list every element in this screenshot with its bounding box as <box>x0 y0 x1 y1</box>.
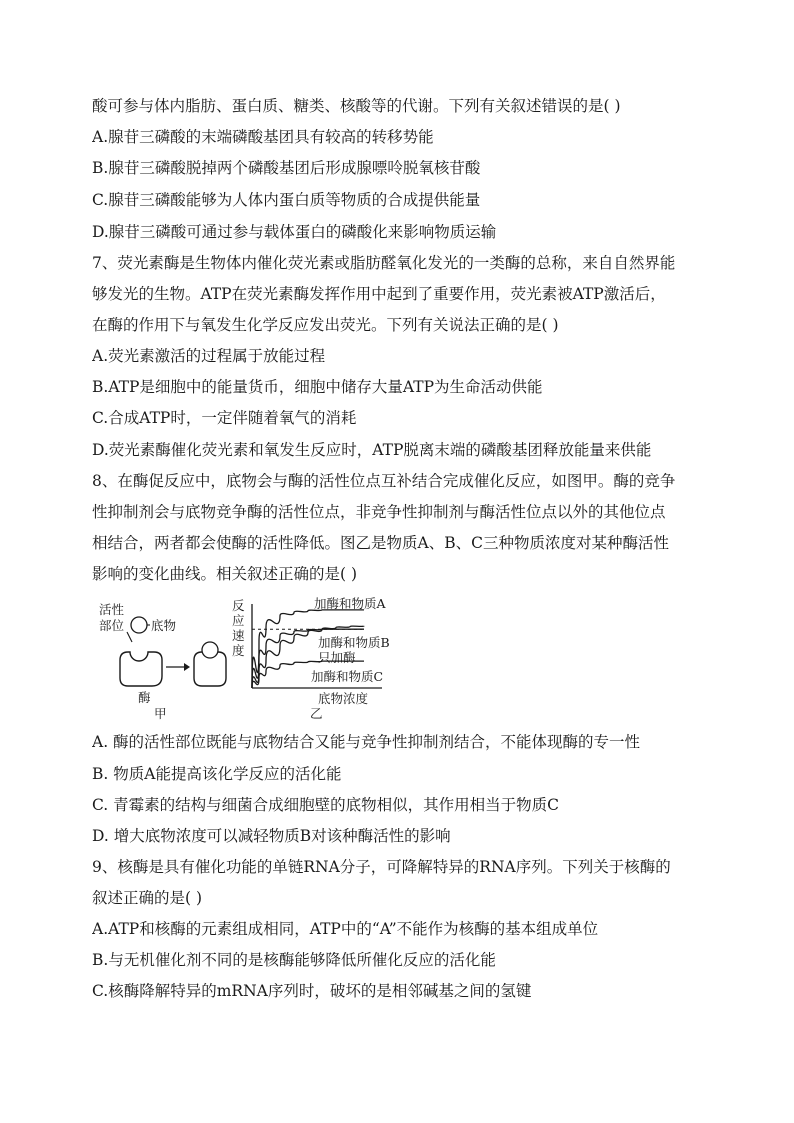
q8-option-c: C. 青霉素的结构与细菌合成细胞壁的底物相似，其作用相当于物质C <box>92 796 560 814</box>
q8-option-b: B. 物质A能提高该化学反应的活化能 <box>92 765 342 783</box>
enzyme-label: 酶 <box>138 690 151 705</box>
ylabel-char-4: 度 <box>232 643 245 658</box>
q9-option-b: B.与无机催化剂不同的是核酶能够降低所催化反应的活化能 <box>92 951 496 969</box>
ylabel-char-3: 速 <box>232 628 245 643</box>
q6-stem: 酸可参与体内脂肪、蛋白质、糖类、核酸等的代谢。下列有关叙述错误的是( ) <box>92 97 621 115</box>
ylabel-char-2: 应 <box>232 613 245 628</box>
active-site-label-2: 部位 <box>99 618 125 633</box>
figure-jia <box>99 602 226 721</box>
q9-stem-line-2: 叙述正确的是( ) <box>92 889 203 907</box>
q7-stem-line-2: 够发光的生物。ATP在荧光素酶发挥作用中起到了重要作用，荧光素被ATP激活后， <box>92 285 666 303</box>
substrate-shape <box>131 617 147 633</box>
x-axis-label: 底物浓度 <box>318 691 369 706</box>
figure-jia-caption: 甲 <box>154 706 167 721</box>
series-label-a: 加酶和物质A <box>314 596 386 611</box>
reaction-arrowhead <box>184 663 190 671</box>
q6-option-a: A.腺苷三磷酸的末端磷酸基团具有较高的转移势能 <box>92 128 434 146</box>
series-label-only-enzyme: 只加酶 <box>318 650 356 665</box>
q7-stem-line-3: 在酶的作用下与氧发生化学反应发出荧光。下列有关说法正确的是( ) <box>92 316 559 334</box>
figure-yi-caption: 乙 <box>310 706 323 721</box>
q7-stem-line-1: 7、荧光素酶是生物体内催化荧光素或脂肪醛氧化发光的一类酶的总称，来自自然界能 <box>92 254 676 272</box>
q9-option-c: C.核酶降解特异的mRNA序列时，破坏的是相邻碱基之间的氢键 <box>92 982 532 1000</box>
q8-figure <box>92 592 412 722</box>
q7-option-b: B.ATP是细胞中的能量货币，细胞中储存大量ATP为生命活动供能 <box>92 378 543 396</box>
q7-option-c: C.合成ATP时，一定伴随着氧气的消耗 <box>92 409 357 427</box>
q8-stem-line-4: 影响的变化曲线。相关叙述正确的是( ) <box>92 565 358 583</box>
q7-option-a: A.荧光素激活的过程属于放能过程 <box>92 347 326 365</box>
q6-option-c: C.腺苷三磷酸能够为人体内蛋白质等物质的合成提供能量 <box>92 191 481 209</box>
ylabel-char-1: 反 <box>232 598 245 613</box>
q8-figure-svg <box>92 592 412 722</box>
q6-option-d: D.腺苷三磷酸可通过参与载体蛋白的磷酸化来影响物质运输 <box>92 223 497 241</box>
q8-stem-line-1: 8、在酶促反应中，底物会与酶的活性位点互补结合完成催化反应，如图甲。酶的竞争 <box>92 472 676 490</box>
q6-option-b: B.腺苷三磷酸脱掉两个磷酸基团后形成腺嘌呤脱氧核苷酸 <box>92 159 481 177</box>
q7-option-d: D.荧光素酶催化荧光素和氧发生反应时，ATP脱离末端的磷酸基团释放能量来供能 <box>92 441 652 459</box>
series-label-c: 加酶和物质C <box>311 669 384 684</box>
q8-stem-line-3: 相结合，两者都会使酶的活性降低。图乙是物质A、B、C三种物质浓度对某种酶活性 <box>92 534 669 552</box>
series-label-b: 加酶和物质B <box>318 635 390 650</box>
q8-option-d: D. 增大底物浓度可以减轻物质B对该种酶活性的影响 <box>92 827 451 845</box>
q9-option-a: A.ATP和核酶的元素组成相同，ATP中的“A”不能作为核酶的基本组成单位 <box>92 920 599 938</box>
q8-option-a: A. 酶的活性部位既能与底物结合又能与竞争性抑制剂结合，不能体现酶的专一性 <box>92 733 641 751</box>
active-site-label-1: 活性 <box>99 602 125 617</box>
active-site-pointer <box>127 632 132 642</box>
substrate-label: 底物 <box>151 618 177 633</box>
q8-stem-line-2: 性抑制剂会与底物竞争酶的活性位点，非竞争性抑制剂与酶活性位点以外的其他位点 <box>92 503 666 521</box>
bound-substrate <box>202 642 218 658</box>
figure-yi <box>232 596 390 721</box>
enzyme-shape <box>120 652 162 686</box>
q9-stem-line-1: 9、核酶是具有催化功能的单链RNA分子，可降解特异的RNA序列。下列关于核酶的 <box>92 858 671 876</box>
